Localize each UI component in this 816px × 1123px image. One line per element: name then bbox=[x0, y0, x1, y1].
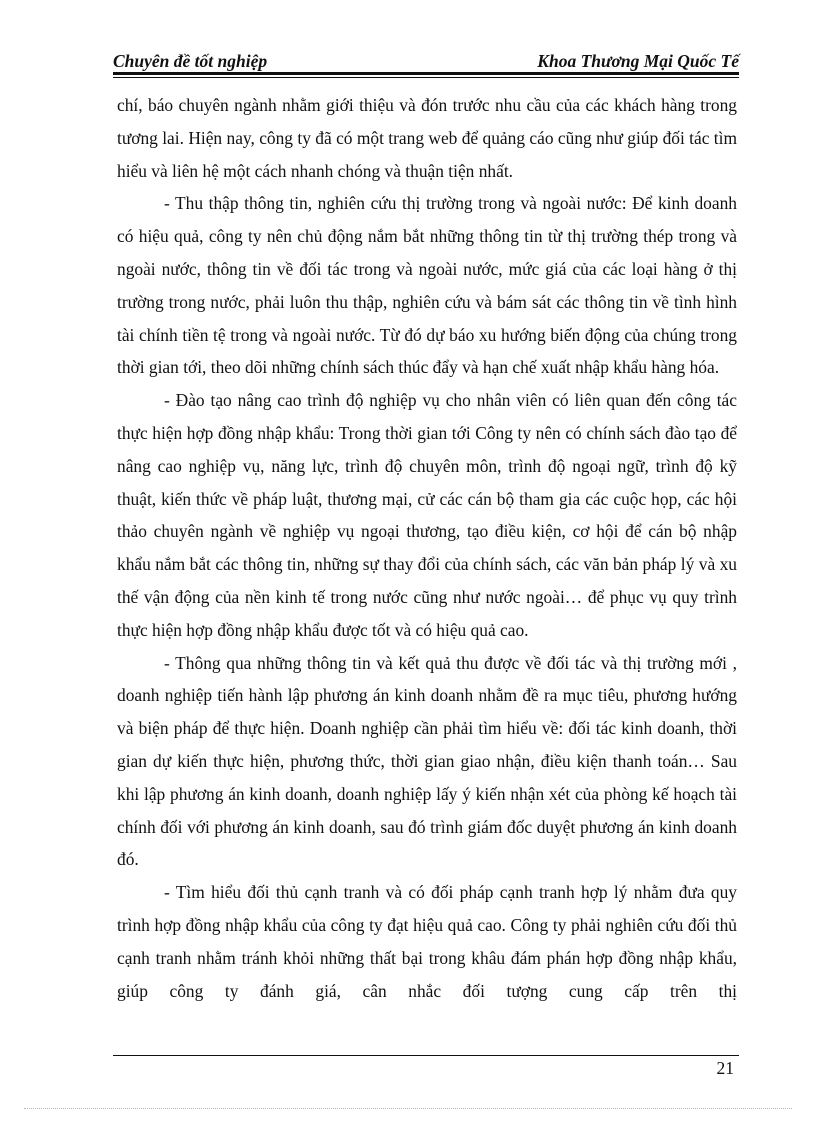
header-left-title: Chuyên đề tốt nghiệp bbox=[113, 51, 268, 71]
page-break-line bbox=[24, 1108, 792, 1109]
page-number: 21 bbox=[716, 1058, 734, 1078]
header-rule-thin bbox=[113, 77, 739, 78]
footer-rule bbox=[113, 1055, 739, 1056]
paragraph-business-plan: - Thông qua những thông tin và kết quả thu được về đối tác và thị trường mới , doanh nghiệp tiến hành lập phương án kinh doanh nhằm đề ra mục tiêu, phương hướng và biện pháp để thực hiện. Doanh nghiệp cần phải tìm hiểu về: đối tác kinh doanh, thời gian dự kiến thực hiện, phương thức, thời gian giao nhận, điều kiện thanh toán… Sau khi lập phương án kinh doanh, doanh nghiệp lấy ý kiến nhận xét của phòng kế hoạch tài chính đối với phương án kinh doanh, sau đó trình giám đốc duyệt phương án kinh doanh đó. bbox=[117, 652, 737, 870]
paragraph-competitors: - Tìm hiểu đối thủ cạnh tranh và có đối pháp cạnh tranh hợp lý nhằm đưa quy trình hợp đồng nhập khẩu của công ty đạt hiệu quả cao. Công ty phải nghiên cứu đối thủ cạnh tranh nhằm tránh khỏi những thất bại trong khâu đám phán hợp đồng nhập khẩu, giúp công ty đánh giá, cân nhắc đối tượng cung cấp trên thị bbox=[117, 882, 737, 1001]
paragraph-market-research: - Thu thập thông tin, nghiên cứu thị trường trong và ngoài nước: Để kinh doanh có hiệu quả, công ty nên chủ động nắm bắt những thông tin từ thị trường thép trong và ngoài nước, thông tin về đối tác trong và ngoài nước, mức giá của các loại hàng ở thị trường trong nước, phải luôn thu thập, nghiên cứu và bám sát các thông tin về tình hình tài chính tiền tệ trong và ngoài nước. Từ đó dự báo xu hướng biến động của chúng trong thời gian tới, theo dõi những chính sách thúc đẩy và hạn chế xuất nhập khẩu hàng hóa. bbox=[117, 193, 737, 378]
body-text bbox=[117, 89, 737, 1007]
paragraph-staff-training: - Đào tạo nâng cao trình độ nghiệp vụ cho nhân viên có liên quan đến công tác thực hiện hợp đồng nhập khẩu: Trong thời gian tới Công ty nên có chính sách đào tạo để nâng cao nghiệp vụ, năng lực, trình độ chuyên môn, trình độ ngoại ngữ, trình độ kỹ thuật, kiến thức về pháp luật, thương mại, cử các cán bộ tham gia các cuộc họp, các hội thảo chuyên ngành về nghiệp vụ ngoại thương, tạo điều kiện, cơ hội để cán bộ nhập khẩu nắm bắt các thông tin, những sự thay đổi của chính sách, các văn bản pháp lý và xu thế vận động của nền kinh tế trong nước cũng như nước ngoài… để phục vụ quy trình thực hiện hợp đồng nhập khẩu được tốt và có hiệu quả cao. bbox=[117, 390, 737, 640]
header-right-title: Khoa Thương Mại Quốc Tế bbox=[537, 51, 739, 71]
running-header bbox=[113, 46, 739, 72]
header-rule bbox=[113, 72, 739, 75]
paragraph-continuation: chí, báo chuyên ngành nhằm giới thiệu và đón trước nhu cầu của các khách hàng trong tương lai. Hiện nay, công ty đã có một trang web để quảng cáo cũng như giúp đối tác tìm hiểu và liên hệ một cách nhanh chóng và thuận tiện nhất. bbox=[117, 95, 737, 181]
